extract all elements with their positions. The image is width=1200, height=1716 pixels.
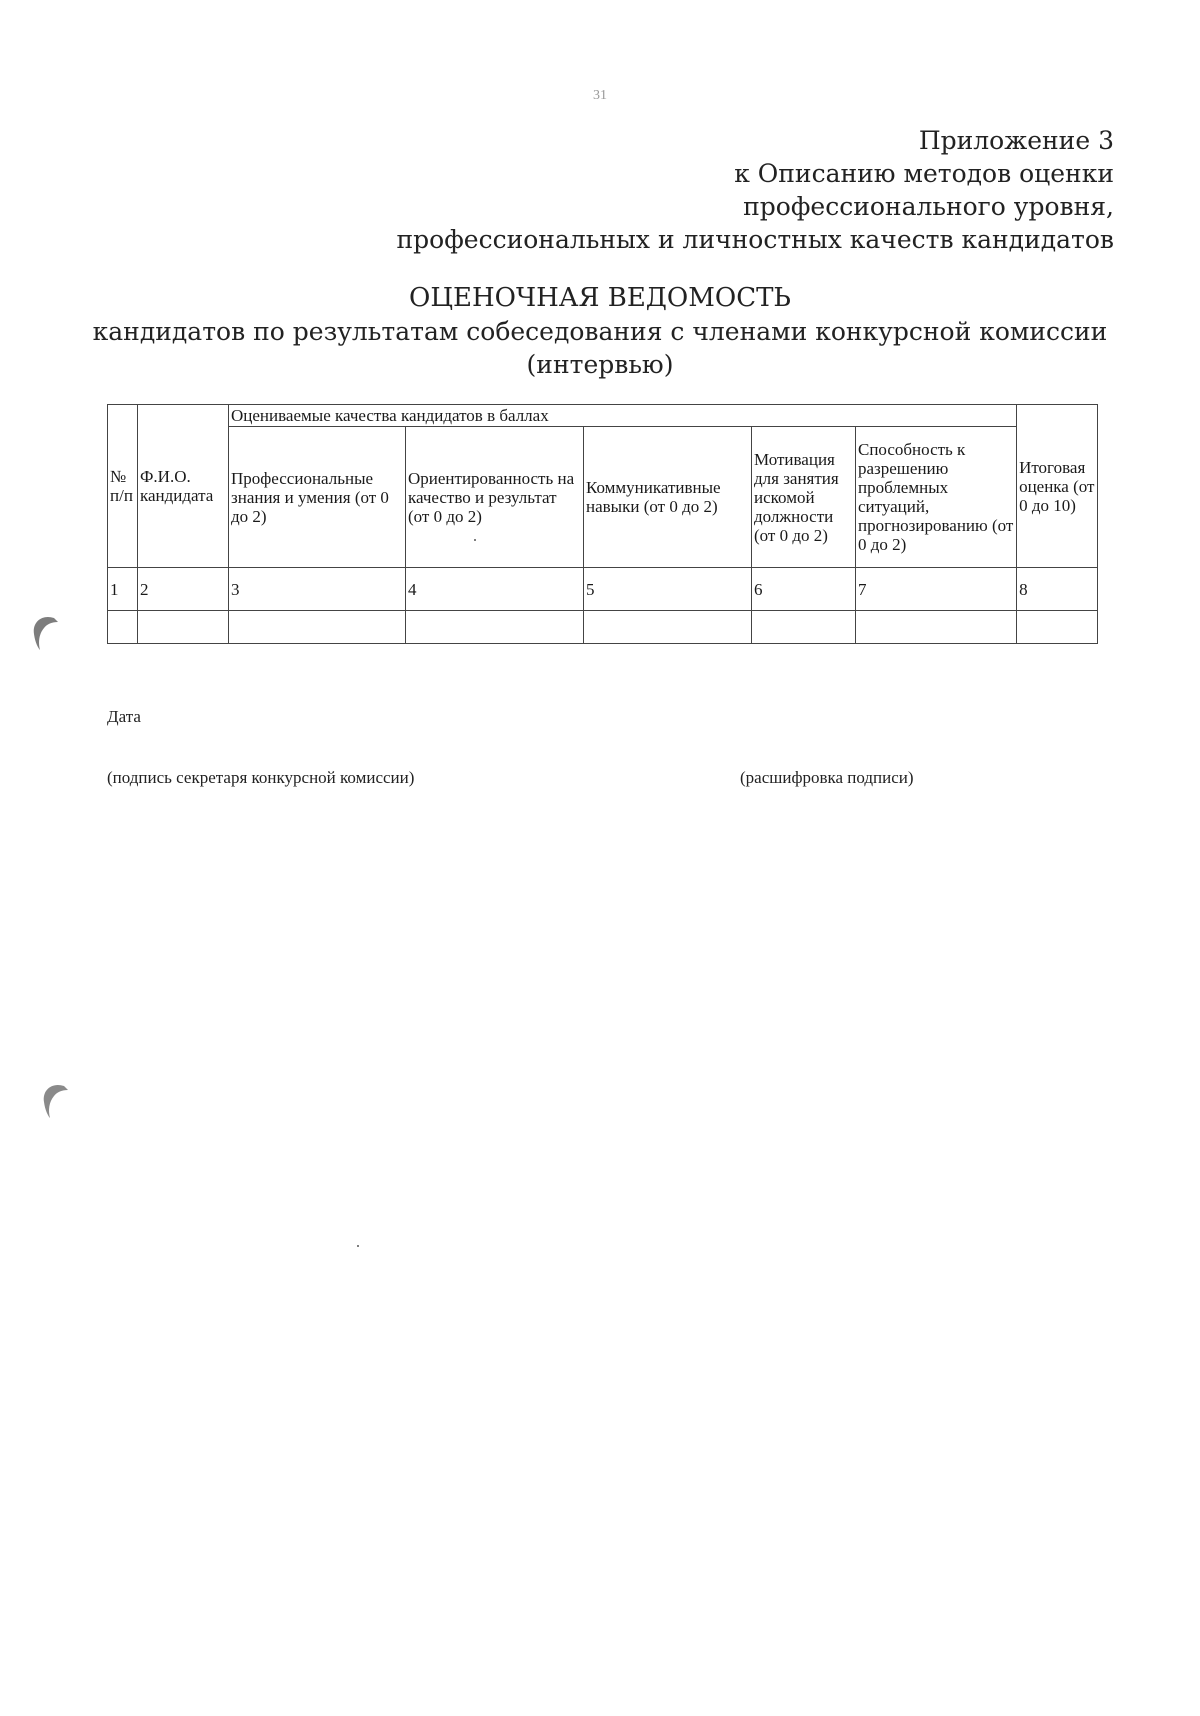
- table-cell: [229, 611, 406, 644]
- column-number-cell: 7: [856, 568, 1017, 611]
- appendix-line: к Описанию методов оценки: [734, 159, 1114, 188]
- appendix-line: профессионального уровня,: [743, 192, 1114, 221]
- appendix-line: Приложение 3: [918, 126, 1114, 155]
- table-cell: [584, 611, 752, 644]
- header-total: Итоговая оценка (от 0 до 10): [1017, 405, 1098, 568]
- table-cell: [752, 611, 856, 644]
- header-problem-solving: Способность к разрешению проблемных ситуаций, прогнозированию (от 0 до 2): [856, 427, 1017, 568]
- header-group-qualities: Оцениваемые качества кандидатов в баллах: [229, 405, 1017, 427]
- header-communication: Коммуникативные навыки (от 0 до 2): [584, 427, 752, 568]
- appendix-line: профессиональных и личностных качеств кандидатов: [396, 225, 1114, 254]
- column-number-cell: 8: [1017, 568, 1098, 611]
- header-motivation: Мотивация для занятия искомой должности (от 0 до 2): [752, 427, 856, 568]
- table-cell: [406, 611, 584, 644]
- table-row: [108, 611, 1098, 644]
- table-cell: [856, 611, 1017, 644]
- appendix-block: [396, 124, 1114, 256]
- column-number-cell: 2: [138, 568, 229, 611]
- column-number-row: [108, 568, 1098, 611]
- signature-label: (подпись секретаря конкурсной комиссии): [107, 768, 415, 787]
- page-number: 31: [593, 88, 607, 103]
- column-number-cell: 6: [752, 568, 856, 611]
- signature-decode-label: (расшифровка подписи): [740, 768, 914, 787]
- evaluation-table: [107, 404, 1098, 644]
- column-number-cell: 1: [108, 568, 138, 611]
- document-subtitle: [0, 315, 1200, 381]
- header-name: Ф.И.О. кандидата: [138, 405, 229, 568]
- subtitle-line: (интервью): [526, 350, 674, 379]
- header-professional: Профессиональные знания и умения (от 0 до 2): [229, 427, 406, 568]
- document-title: ОЦЕНОЧНАЯ ВЕДОМОСТЬ: [409, 283, 791, 313]
- column-number-cell: 5: [584, 568, 752, 611]
- header-number: № п/п: [108, 405, 138, 568]
- subtitle-line: кандидатов по результатам собеседования с членами конкурсной комиссии: [92, 317, 1108, 346]
- table-cell: [138, 611, 229, 644]
- scan-speck: [357, 1245, 359, 1247]
- header-orientation: Ориентированность на качество и результат (от 0 до 2): [406, 427, 584, 568]
- table-cell: [1017, 611, 1098, 644]
- punch-hole-mark: [28, 612, 58, 650]
- punch-hole-mark: [38, 1080, 68, 1118]
- scan-speck: [474, 539, 476, 541]
- column-number-cell: 4: [406, 568, 584, 611]
- date-label: Дата: [107, 707, 141, 726]
- column-number-cell: 3: [229, 568, 406, 611]
- table-cell: [108, 611, 138, 644]
